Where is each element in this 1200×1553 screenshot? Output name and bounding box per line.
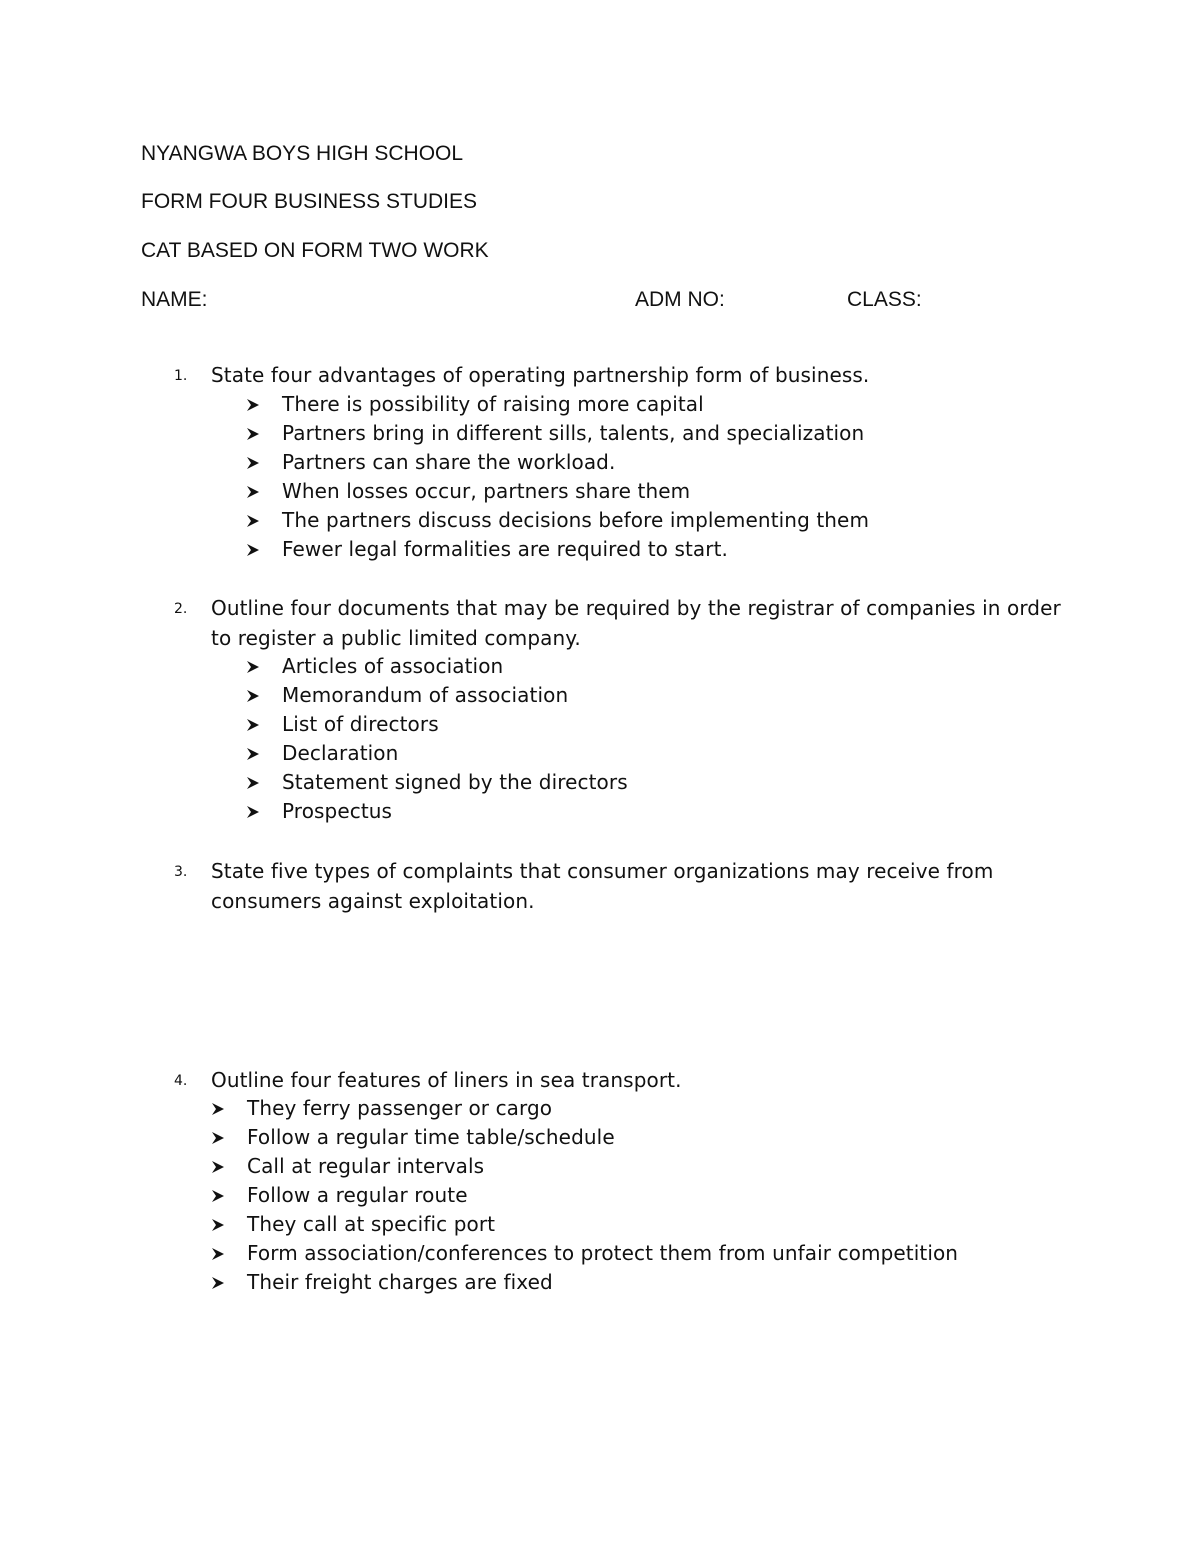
answer-text: Fewer legal formalities are required to start. <box>282 537 728 561</box>
list-item <box>247 1123 958 1152</box>
list-item <box>282 506 869 535</box>
cat-title: CAT BASED ON FORM TWO WORK <box>141 239 489 262</box>
answer-text: Partners bring in different sills, talents, and specialization <box>282 421 865 445</box>
list-item <box>282 652 628 681</box>
list-item <box>282 710 628 739</box>
list-item <box>247 1210 958 1239</box>
list-item <box>282 681 628 710</box>
answer-text: Call at regular intervals <box>247 1154 485 1178</box>
arrow-bullet-icon <box>211 1247 225 1261</box>
question-text: State four advantages of operating partnership form of business. <box>211 363 870 387</box>
arrow-bullet-icon <box>246 776 260 790</box>
answer-text: They call at specific port <box>247 1212 496 1236</box>
answer-text: They ferry passenger or cargo <box>247 1096 553 1120</box>
question-number: 3. <box>174 864 188 880</box>
list-item <box>282 477 869 506</box>
arrow-bullet-icon <box>211 1131 225 1145</box>
answer-text: List of directors <box>282 712 439 736</box>
arrow-bullet-icon <box>246 456 260 470</box>
answer-text: The partners discuss decisions before implementing them <box>282 508 870 532</box>
list-item <box>247 1239 958 1268</box>
question-text: State five types of complaints that consumer organizations may receive from consumers against exploitation. <box>211 859 994 913</box>
answer-text: Declaration <box>282 741 399 765</box>
list-item <box>247 1268 958 1297</box>
arrow-bullet-icon <box>211 1160 225 1174</box>
adm-no-field-label: ADM NO: <box>635 288 725 311</box>
arrow-bullet-icon <box>246 689 260 703</box>
arrow-bullet-icon <box>246 805 260 819</box>
list-item <box>247 1181 958 1210</box>
list-item <box>282 768 628 797</box>
question-number: 4. <box>174 1073 188 1089</box>
answer-text: Follow a regular route <box>247 1183 468 1207</box>
arrow-bullet-icon <box>246 543 260 557</box>
answer-text: Follow a regular time table/schedule <box>247 1125 615 1149</box>
arrow-bullet-icon <box>211 1276 225 1290</box>
arrow-bullet-icon <box>246 660 260 674</box>
arrow-bullet-icon <box>211 1218 225 1232</box>
arrow-bullet-icon <box>246 485 260 499</box>
answer-text: Memorandum of association <box>282 683 569 707</box>
school-name: NYANGWA BOYS HIGH SCHOOL <box>141 142 464 165</box>
arrow-bullet-icon <box>246 718 260 732</box>
list-item <box>282 448 869 477</box>
answer-text: Form association/conferences to protect them from unfair competition <box>247 1241 959 1265</box>
arrow-bullet-icon <box>246 747 260 761</box>
list-item <box>282 797 628 826</box>
answer-text: Prospectus <box>282 799 393 823</box>
list-item <box>282 535 869 564</box>
answer-list <box>282 390 869 564</box>
list-item <box>247 1094 958 1123</box>
arrow-bullet-icon <box>211 1189 225 1203</box>
answer-text: When losses occur, partners share them <box>282 479 691 503</box>
answer-text: Their freight charges are fixed <box>247 1270 553 1294</box>
arrow-bullet-icon <box>246 427 260 441</box>
arrow-bullet-icon <box>246 514 260 528</box>
list-item <box>282 390 869 419</box>
answer-text: There is possibility of raising more capital <box>282 392 704 416</box>
question-number: 1. <box>174 368 188 384</box>
answer-list <box>247 1094 958 1297</box>
subject-title: FORM FOUR BUSINESS STUDIES <box>141 190 478 213</box>
arrow-bullet-icon <box>246 398 260 412</box>
arrow-bullet-icon <box>211 1102 225 1116</box>
answer-list <box>282 652 628 826</box>
answer-text: Partners can share the workload. <box>282 450 616 474</box>
list-item <box>247 1152 958 1181</box>
name-field-label: NAME: <box>141 288 208 311</box>
list-item <box>282 419 869 448</box>
question-text: Outline four documents that may be required by the registrar of companies in order to register a public limited company. <box>211 596 1061 650</box>
answer-text: Articles of association <box>282 654 504 678</box>
question-number: 2. <box>174 601 188 617</box>
answer-text: Statement signed by the directors <box>282 770 628 794</box>
list-item <box>282 739 628 768</box>
class-field-label: CLASS: <box>847 288 922 311</box>
question-text: Outline four features of liners in sea transport. <box>211 1068 682 1092</box>
